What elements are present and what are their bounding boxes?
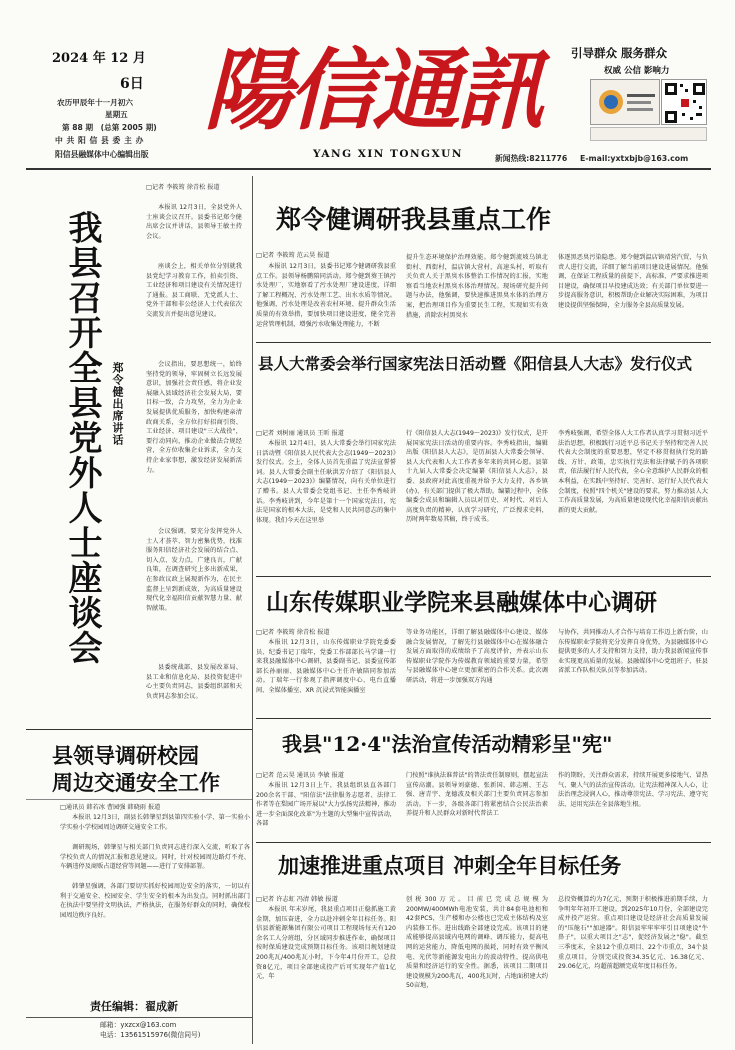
lead-headline: 我县召开全县党外人士座谈会 (62, 210, 102, 665)
art4-byline: □记者 范云昊 通讯员 李敏 报道 (256, 772, 344, 779)
lead-para-1: 本报讯 12月3日，全县党外人士座谈会议召开。县委书记郑令健出席会议并讲话，县领导王敏主持会议。 (146, 204, 242, 240)
lead-subheadline: 郑令健出席讲话 (111, 362, 124, 446)
art5-col-1: 本报讯 年末岁尾，我县重点项目正稳抓施工黄金期，加压奋进，全力以赴冲刺全年目标任务。阳信县新能源集团有限公司项目工程现场每天有120余名工人分班组，分区域同步推进作业，确保项目按时保质建设完成预期目标任务。该项目规划建设200兆瓦/400兆瓦小时，下今年4月份开工，总投资8亿元，项目全部建成投产后可实现年产值1亿元，年 (256, 906, 396, 981)
lead-para-3: 会议指出，要思想统一，始终坚持党的领导，牢固树立长远发展意识，加强社会责任感，将企业发展融入县域经济社会发展大局，要目标一致，合力攻坚，全力为企业发展提供优质服务，加快构建亲清政商关系，全方位打好招商引资、工业经济、项目建设"三大战役"，要行动同向，推动企业做法合规经营，全方位收集企业诉求，全力支持企业家事想，激发经济发展新活力。 (146, 361, 242, 474)
art1-col-2: 提升生态环境保护治理效能。郑令健到流坡乌镇北街村、西街村，温店镇大营村，高速头村，听取有关负责人关于黑臭水体整治工作情况的汇报，实地察看当地农村黑臭水体治理情况。现场研究提升问题与办法，他强调，要快速推进黑臭水体的治理方案，把治理项目作为重要民生工程，实现如实有效措施，消除农村黑臭水 (406, 254, 548, 319)
art5-headline: 加速推进重点项目 冲刺全年目标任务 (278, 853, 622, 878)
editor-email: 邮箱：yxzcx@163.com (100, 1021, 177, 1029)
art1-col-1: 本报讯 12月3日，县委书记郑令健调研我县重点工作。县领导杨鹏陪同活动。郑令健到葵王镇污水处理厂，实地察看了污水处理厂建设进度，详细了解工程概况、污水处理工艺、出水水质等情况。他强调，污水处理是改善农村环境、提升群众生活质量的有效举措，要加快项目建设进度，健全完善运营管理机制，增强污水收集处理能力，不断 (256, 263, 396, 328)
lead-para-5: 县委统战部、县发展改革局、县工业和信息化局、县投资促进中心主要负责同志，县委组织部和天负责同志参加会议。 (146, 664, 242, 700)
editor-phone: 电话：13561515976(微信同号) (100, 1031, 201, 1039)
art2-col-3: 李秀岐强调，希望全体人大工作者认真学习贯彻习近平法治思想，积极践行习近平总书记关于坚持和完善人民代表大会制度的重要思想，坚定不移贯彻执行党的路线、方针、政策，忠实执行宪法和法律赋予的各项职责，依法履行好人民代表，全心全意维护人民群众的根本利益，在实践中坚持好、完善好、运行好人民代表大会制度，按照"四个机关"建设的要求，努力推动县人大工作高质量发展，为高质量建设现代化幸福阳信贡献出新的更大贡献。 (558, 430, 708, 514)
art1-col-3: 体逐黑恶臭污染隐患。郑令健到温店镇靖营汽贸，与负责人进行交流，详细了解当前项目建设进展情况。他强调，在保证工程质量的前提下，高标准、严要求推进项目建设，确保项目早投建成达效；有关部门单位要进一步提高服务意识，积极帮助企业解决实际困难，为项目建设提供坚强保障，全力服务全县高质量发展。 (558, 254, 708, 309)
art4-col-1: 本报讯 12月3日上午，我县组织县直各部门200余名干部、"阳信法"法律服务志愿者、法律工作者等在梨园广场开展以"大力弘扬宪法精神，推动进一步全面深化改革"为主题的大型集中宣传活动，各部 (256, 782, 396, 828)
masthead-rule (26, 168, 711, 170)
date-line: 2024 年 12 月 (52, 51, 146, 66)
media-logo-icon (590, 79, 660, 125)
column-separator (252, 176, 253, 1044)
art3-col-1: 本报讯 12月3日，山东传媒职业学院党委委员、纪委书记丁瑞年，党委工作部部长马学谦一行来我县融媒体中心调研，县委副书记、县委宣传部部长孙丽丽、县融媒体中心主任许敏陪同参加活动。丁瑞年一行参观了指挥调度中心、电台直播间、全媒体播室、XR 沉浸式智能演播室 (256, 639, 396, 694)
art2-byline: □记者 刘树丽 通讯员 王昕 报道 (256, 430, 344, 437)
traffic-para-1: 本报讯 12月3日，副县长韩肇星到县第四实验小学、第一实验小学实验小学校园周边调研交通安全工作。 (60, 814, 250, 831)
lunar-date: 农历甲辰年十一月初六 (57, 98, 133, 107)
art1-rule (256, 342, 711, 343)
art5-col-2: 创税300万元。目前已完成总规模为200MW/400MWh电池安装，共计84套电池柜和42套PCS，生产楼和办公楼也已完成主体结构及室内装修工作。进出线路全部建设完成。该项目的建成能够提高县域内电网的调峰、调压能力，提高电网的运营能力，降低电网的损耗，同时有效平衡风电、光伏等新能源发电出力的波动特性，提高供电质量和经济运行的安全性。据悉，该项目二期项目建设规模为200兆瓦，400兆瓦时，占地面积建大约50亩地， (406, 896, 548, 990)
editor-name: 责任编辑：翟成新 (90, 1000, 178, 1013)
news-hotline: 新闻热线:8211776 (495, 154, 568, 163)
art3-byline: □记者 李筱筠 徐青松 报道 (256, 629, 330, 636)
traffic-byline: □通讯员 韩若冰 曹园强 韩晓雨 报道 (60, 804, 161, 811)
art1-headline: 郑令健调研我县重点工作 (276, 205, 552, 234)
publisher: 阳信县融媒体中心编辑出版 (55, 150, 149, 159)
masthead (0, 0, 735, 172)
art3-col-3: 与协作，共同推动人才合作与培育工作迈上新台阶，山东传媒职业学院将充分发挥自身优势，为县融媒体中心提供更多的人才支持和智力支持，助力我县新闻宣传事业实现更高质量的发展。县融媒体中心党组班子、驻县省派工作队相关队员等参加活动。 (558, 629, 708, 675)
art3-col-2: 等业务功能区，详细了解县融媒体中心建设、媒体融合发展情况，了解先行县融媒体中心在媒体融合发展方面取得的成绩给予了高度评价，并表示山东传媒职业学院作为传媒教育领域的重要力量，希望与县融媒体中心建立更加紧密的合作关系。此次调研活动，将进一步加强双方沟通 (406, 629, 548, 684)
qr-code-icon (661, 79, 707, 125)
art3-headline: 山东传媒职业学院来县融媒体中心调研 (266, 589, 657, 616)
art2-headline: 县人大常委会举行国家宪法日活动暨《阳信县人大志》发行仪式 (258, 354, 693, 373)
art2-col-1: 本报讯 12月4日，县人大常委会举行国家宪法日活动暨《阳信县人民代表大会志(1949～2023)》发行仪式。会上，全体人员首先重温了宪法宣誓誓词。县人大常委会副主任耿洪芳介绍了《阳信县人大志(1949～2023)》编纂情况，向有关单位进行了赠书。县人大常委会党组书记、主任李秀岐讲话。李秀岐讲到，今年是第十一个国家宪法日，宪法是国家的根本大法，是党和人民共同意志的集中体现。我们今天在这里举 (256, 440, 396, 524)
art4-rule (256, 842, 711, 843)
slogan: 引导群众 服务群众 (571, 46, 668, 60)
newspaper-title: 陽信通訊 (204, 38, 541, 142)
title-pinyin: YANG XIN TONGXUN (313, 148, 463, 160)
day: 6日 (120, 76, 144, 92)
art5-col-3: 总投资概算约为7亿元，预期于积极推进前期手续，力争明年年初开工建设。到2025年10月份，全部建设完成并投产运营。重点项目建设是经济社会高质量发展的"压舱石""加速器"。阳信县牢牢牢牢引目项建设"牛鼻子"，以重大项目之"志"，促经济发展之"稳"。截至三季度末，全县12个重点项目、22个市重点，34个县重点项目，分别完成投资34.35亿元、16.38亿元、29.06亿元，均超前超额完成年度目标任务。 (558, 896, 708, 971)
traffic-para-2: 调研现场，韩肇星与相关部门负责同志进行深入交流，听取了各学校负责人的情况汇报和意见建议。同时，针对校园周边路灯不亮、车辆违停及商贩占道经营等问题——进行了安排部署。 (60, 844, 250, 871)
traffic-headline-1: 县领导调研校园 (52, 743, 199, 768)
motto: 权威 公信 影响力 (604, 66, 670, 76)
art1-byline: □记者 李筱筠 范云昊 报道 (256, 252, 330, 259)
art4-col-3: 作的期盼，关注群众需求，持续开展更多接地气、冒热气、聚人气的法治宣传活动，让宪法精神深入人心，让法治理念浸润人心，推动尊崇宪法、学习宪法、遵守宪法、运用宪法在全县落地生根。 (558, 772, 708, 808)
lead-para-4: 会议强调，要充分发挥党外人士人才荟萃、智力密集优势，找准服务阳信经济社会发展的结合点、切入点、发力点，广建良言，广献良策，在调查研究上多出新成果，在参政议政上展现新作为，在民主监督上呈到新成效，为高质量建设现代化幸福阳信贡献智慧力量、献智献策。 (146, 528, 242, 612)
art2-rule (256, 576, 711, 577)
weekday: 星期五 (105, 110, 128, 119)
art4-col-2: 门按照"谁执法谁普法"的普法责任制原则，摆起宣法宣传高潮。县领导刘豪德、张新国、韩志刚、王志强、唐青宇、龙德波及相关部门主要负责同志参加活动。下一步，各级各部门将紧密结合公民法治素养提升和人民群众对新时代普法工 (406, 772, 548, 818)
left-mid-rule (26, 729, 252, 730)
traffic-headline-2: 周边交通安全工作 (52, 770, 220, 795)
art3-rule (256, 718, 711, 719)
art2-col-2: 行《阳信县人大志(1949～2023)》发行仪式，是开展国家宪法日活动的重要内容。李秀岐指出，编辑出版《阳信县人大志》，是历届县人大常委会领导、县人大代表和人大工作者多年来的共同心愿。县第十九届人大常委会决定编纂《阳信县人大志》，县委、县政府对此高度重视并给予大力支持，各乡镇(办)、有关部门提供了极大帮助。编纂过程中，全体编委会成员和编辑人员以对历史、对时代、对后人高度负责的精神，认真学习研究，广泛搜求史料，历时两年数易其稿，终于成书。 (406, 430, 548, 524)
art5-byline: □记者 许志虹 冯清 韩敏 报道 (256, 896, 338, 903)
sponsor: 中 共 阳 信 县 委 主 办 (55, 136, 144, 145)
contact-email: E-mail:yxtxbjb@163.com (580, 154, 689, 163)
traffic-para-3: 韩肇星强调，各部门要切实抓好校园周边安全的落实，一切以有利于交通安全、校园安全、学生安全的根本为出发点。同时抓出部门在执法中要坚持文明执法，严格执法，在服务好群众的同时，确保校园周边秩序良好。 (60, 883, 250, 919)
issue-number: 第 88 期 (总第 2005 期) (62, 123, 157, 132)
lead-byline: □记者 李筱筠 徐青松 报道 (146, 184, 220, 191)
sub-logo-icon (590, 127, 707, 141)
lead-para-2: 座谈会上，相关单位分别就我县党纪学习教育工作，拍卖引资、工业经济和项目建设有关情况进行了通报。县工商联、无党派人士、党外干部和非公经济人士代表依次交流发言并提出意见建议。 (146, 263, 242, 318)
art4-headline: 我县"12·4"法治宣传活动精彩呈"宪" (282, 732, 613, 756)
traffic-headline-rule (26, 799, 252, 800)
